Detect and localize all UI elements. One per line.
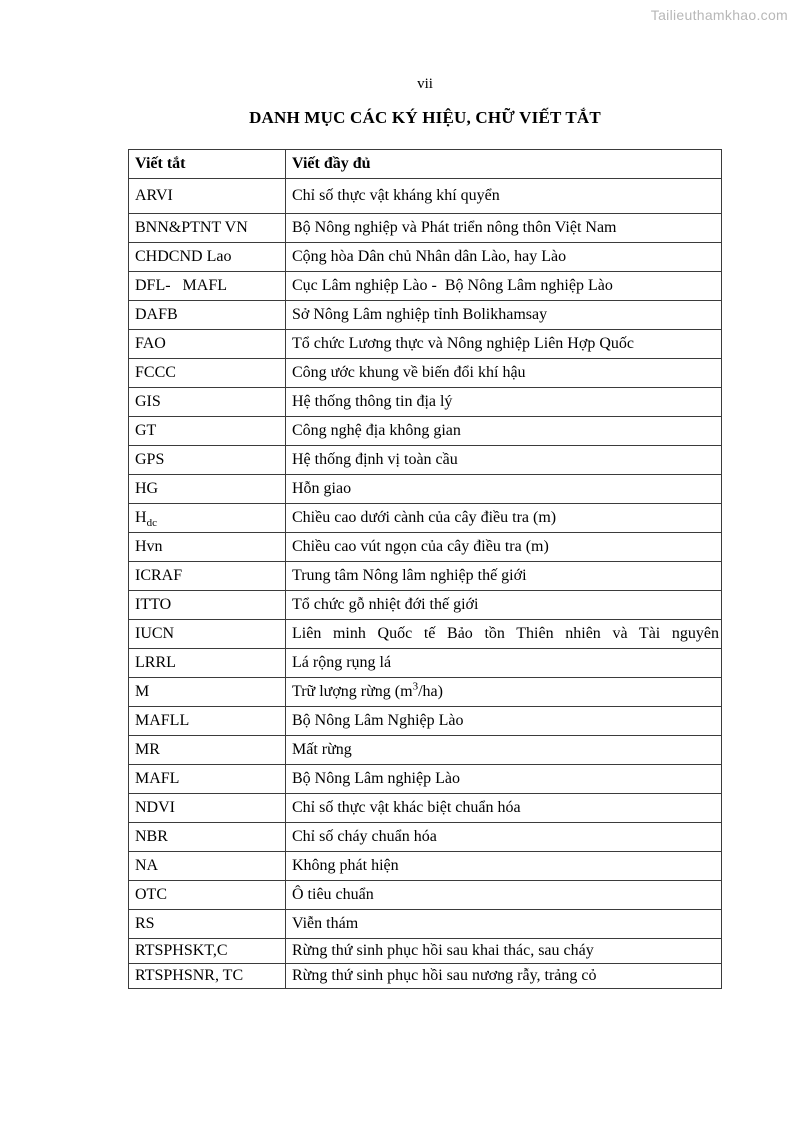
- abbr-cell: GPS: [129, 446, 286, 475]
- full-cell: Cộng hòa Dân chủ Nhân dân Lào, hay Lào: [286, 243, 722, 272]
- table-row: [129, 794, 722, 823]
- full-cell: Ô tiêu chuẩn: [286, 881, 722, 910]
- table-row: [129, 591, 722, 620]
- full-cell: Bộ Nông nghiệp và Phát triển nông thôn Việt Nam: [286, 214, 722, 243]
- table-row: [129, 301, 722, 330]
- table-row: [129, 620, 722, 649]
- table-row: [129, 881, 722, 910]
- table-row: [129, 388, 722, 417]
- text-part: Trữ lượng rừng (m: [292, 682, 413, 700]
- abbr-cell: RS: [129, 910, 286, 939]
- abbr-cell: NBR: [129, 823, 286, 852]
- table-row: [129, 446, 722, 475]
- abbr-cell: NDVI: [129, 794, 286, 823]
- page-title: DANH MỤC CÁC KÝ HIỆU, CHỮ VIẾT TẮT: [249, 108, 601, 127]
- table-row: [129, 214, 722, 243]
- abbr-table-body: [129, 179, 722, 989]
- full-cell: Chỉ số thực vật kháng khí quyển: [286, 179, 722, 214]
- table-row: [129, 707, 722, 736]
- page-number: vii: [417, 76, 433, 92]
- abbr-cell: MAFL: [129, 765, 286, 794]
- full-cell: Mất rừng: [286, 736, 722, 765]
- table-row: [129, 179, 722, 214]
- abbr-cell: RTSPHSNR, TC: [129, 964, 286, 989]
- text-part: /ha): [418, 682, 443, 700]
- table-row: [129, 562, 722, 591]
- abbr-cell: ICRAF: [129, 562, 286, 591]
- abbr-cell: DAFB: [129, 301, 286, 330]
- abbr-cell: ITTO: [129, 591, 286, 620]
- table-row: [129, 678, 722, 707]
- full-cell: Không phát hiện: [286, 852, 722, 881]
- abbr-cell: GIS: [129, 388, 286, 417]
- table-header-row: [129, 150, 722, 179]
- abbreviations-table: [128, 149, 722, 989]
- full-cell: Hệ thống định vị toàn cầu: [286, 446, 722, 475]
- table-row: [129, 649, 722, 678]
- table-row: [129, 272, 722, 301]
- full-cell: Bộ Nông Lâm nghiệp Lào: [286, 765, 722, 794]
- full-cell: Chỉ số cháy chuẩn hóa: [286, 823, 722, 852]
- abbr-cell: LRRL: [129, 649, 286, 678]
- table-row: [129, 964, 722, 989]
- full-cell: Chỉ số thực vật khác biệt chuẩn hóa: [286, 794, 722, 823]
- abbr-subscript: dc: [146, 516, 157, 529]
- superscript: 3: [412, 680, 419, 693]
- full-cell: Chiều cao dưới cành của cây điều tra (m): [286, 504, 722, 533]
- abbr-cell: RTSPHSKT,C: [129, 939, 286, 964]
- watermark-text: Tailieuthamkhao.com: [650, 7, 788, 23]
- abbr-cell: BNN&PTNT VN: [129, 214, 286, 243]
- abbr-cell: CHDCND Lao: [129, 243, 286, 272]
- abbr-cell: IUCN: [129, 620, 286, 649]
- table-row: [129, 243, 722, 272]
- full-cell: Liên minh Quốc tế Bảo tồn Thiên nhiên và Tài nguyên: [286, 620, 722, 649]
- full-cell: Rừng thứ sinh phục hồi sau khai thác, sau cháy: [286, 939, 722, 964]
- table-row: [129, 417, 722, 446]
- abbr-cell: M: [129, 678, 286, 707]
- full-cell: Cục Lâm nghiệp Lào - Bộ Nông Lâm nghiệp Lào: [286, 272, 722, 301]
- table-row: [129, 330, 722, 359]
- abbr-cell: DFL- MAFL: [129, 272, 286, 301]
- abbr-cell: MAFLL: [129, 707, 286, 736]
- table-row: [129, 533, 722, 562]
- full-column-header: Viết đầy đủ: [286, 150, 722, 179]
- abbr-cell: NA: [129, 852, 286, 881]
- full-cell: Bộ Nông Lâm Nghiệp Lào: [286, 707, 722, 736]
- full-cell: Hỗn giao: [286, 475, 722, 504]
- full-cell: Chiều cao vút ngọn của cây điều tra (m): [286, 533, 722, 562]
- table-row: [129, 359, 722, 388]
- table-row: [129, 939, 722, 964]
- full-cell: Lá rộng rụng lá: [286, 649, 722, 678]
- abbr-cell: HG: [129, 475, 286, 504]
- abbr-cell: Hvn: [129, 533, 286, 562]
- table-row: [129, 910, 722, 939]
- full-cell: Công ước khung về biến đổi khí hậu: [286, 359, 722, 388]
- abbr-cell: FCCC: [129, 359, 286, 388]
- full-cell: Tổ chức gỗ nhiệt đới thế giới: [286, 591, 722, 620]
- table-row: [129, 823, 722, 852]
- table-row: [129, 475, 722, 504]
- abbr-cell: $H_{dc}$: [129, 504, 286, 533]
- abbr-cell: OTC: [129, 881, 286, 910]
- full-cell: [286, 678, 722, 707]
- abbr-cell: MR: [129, 736, 286, 765]
- abbr-cell: ARVI: [129, 179, 286, 214]
- abbr-cell: FAO: [129, 330, 286, 359]
- full-cell: Tổ chức Lương thực và Nông nghiệp Liên Hợp Quốc: [286, 330, 722, 359]
- full-cell: Trung tâm Nông lâm nghiệp thế giới: [286, 562, 722, 591]
- abbr-cell: GT: [129, 417, 286, 446]
- full-cell: Viễn thám: [286, 910, 722, 939]
- table-row: [129, 852, 722, 881]
- abbr-column-header: Viết tắt: [129, 150, 286, 179]
- full-cell: Hệ thống thông tin địa lý: [286, 388, 722, 417]
- table-row: [129, 504, 722, 533]
- table-row: [129, 736, 722, 765]
- table-row: [129, 765, 722, 794]
- full-cell: Công nghệ địa không gian: [286, 417, 722, 446]
- full-cell: Sở Nông Lâm nghiệp tỉnh Bolikhamsay: [286, 301, 722, 330]
- full-cell: Rừng thứ sinh phục hồi sau nương rẫy, trảng cỏ: [286, 964, 722, 989]
